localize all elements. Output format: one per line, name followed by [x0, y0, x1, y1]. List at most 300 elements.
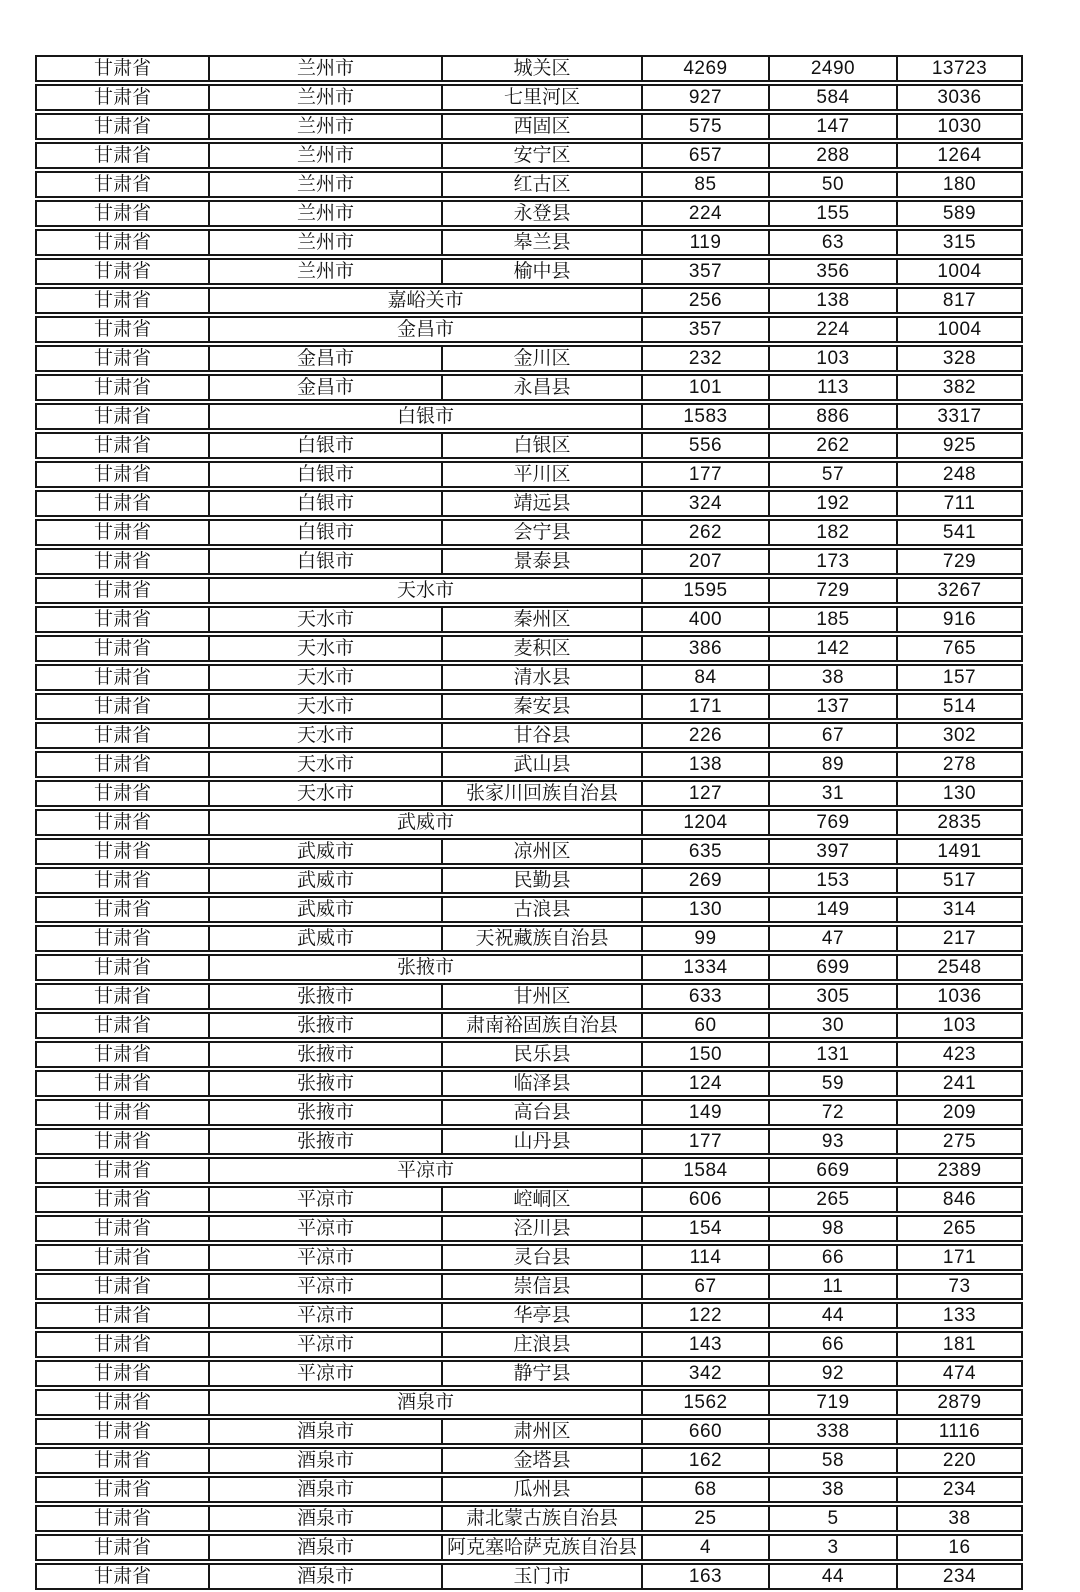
- cell-value-3: 73: [898, 1273, 1023, 1300]
- cell-value-2: 138: [770, 287, 898, 314]
- cell-city: 平凉市: [210, 1186, 443, 1213]
- cell-value-2: 149: [770, 896, 898, 923]
- cell-value-2: 44: [770, 1302, 898, 1329]
- table-row: [35, 1360, 1023, 1387]
- cell-value-1: 1204: [643, 809, 770, 836]
- cell-value-3: 1264: [898, 142, 1023, 169]
- cell-value-3: 729: [898, 548, 1023, 575]
- cell-value-1: 25: [643, 1505, 770, 1532]
- cell-value-2: 886: [770, 403, 898, 430]
- cell-value-1: 927: [643, 84, 770, 111]
- cell-value-1: 1595: [643, 577, 770, 604]
- cell-value-2: 31: [770, 780, 898, 807]
- cell-value-3: 517: [898, 867, 1023, 894]
- cell-value-3: 130: [898, 780, 1023, 807]
- table-row: [35, 1418, 1023, 1445]
- cell-value-2: 89: [770, 751, 898, 778]
- cell-value-3: 234: [898, 1563, 1023, 1590]
- cell-value-1: 177: [643, 1128, 770, 1155]
- cell-province: 甘肃省: [35, 171, 210, 198]
- cell-value-3: 13723: [898, 55, 1023, 82]
- cell-province: 甘肃省: [35, 1302, 210, 1329]
- cell-value-3: 382: [898, 374, 1023, 401]
- table-row: [35, 374, 1023, 401]
- table-row: [35, 1012, 1023, 1039]
- cell-city: 白银市: [210, 432, 443, 459]
- cell-value-1: 633: [643, 983, 770, 1010]
- cell-value-1: 1584: [643, 1157, 770, 1184]
- cell-value-2: 137: [770, 693, 898, 720]
- table-row: [35, 55, 1023, 82]
- cell-district: 景泰县: [443, 548, 643, 575]
- cell-value-1: 1334: [643, 954, 770, 981]
- cell-district: 古浪县: [443, 896, 643, 923]
- cell-province: 甘肃省: [35, 403, 210, 430]
- cell-province: 甘肃省: [35, 1099, 210, 1126]
- table-row: [35, 1041, 1023, 1068]
- cell-value-1: 4269: [643, 55, 770, 82]
- cell-value-1: 150: [643, 1041, 770, 1068]
- cell-city: 张掖市: [210, 1099, 443, 1126]
- cell-province: 甘肃省: [35, 142, 210, 169]
- cell-value-1: 154: [643, 1215, 770, 1242]
- cell-value-1: 124: [643, 1070, 770, 1097]
- cell-value-1: 635: [643, 838, 770, 865]
- cell-district: 平川区: [443, 461, 643, 488]
- cell-value-2: 92: [770, 1360, 898, 1387]
- cell-value-2: 103: [770, 345, 898, 372]
- cell-province: 甘肃省: [35, 983, 210, 1010]
- cell-city: 兰州市: [210, 171, 443, 198]
- cell-district: 甘州区: [443, 983, 643, 1010]
- table-row: [35, 1331, 1023, 1358]
- cell-city: 武威市: [210, 925, 443, 952]
- cell-district: 武山县: [443, 751, 643, 778]
- cell-district: 玉门市: [443, 1563, 643, 1590]
- cell-value-2: 305: [770, 983, 898, 1010]
- cell-city: 天水市: [210, 664, 443, 691]
- cell-district: 甘谷县: [443, 722, 643, 749]
- cell-value-3: 2548: [898, 954, 1023, 981]
- region-statistics-table: [35, 53, 1023, 1592]
- cell-value-2: 44: [770, 1563, 898, 1590]
- cell-value-3: 38: [898, 1505, 1023, 1532]
- cell-city: 天水市: [210, 606, 443, 633]
- cell-value-1: 324: [643, 490, 770, 517]
- cell-city: 兰州市: [210, 142, 443, 169]
- cell-value-2: 66: [770, 1244, 898, 1271]
- cell-value-3: 302: [898, 722, 1023, 749]
- cell-district: 民乐县: [443, 1041, 643, 1068]
- cell-province: 甘肃省: [35, 664, 210, 691]
- cell-value-3: 157: [898, 664, 1023, 691]
- cell-value-2: 155: [770, 200, 898, 227]
- table-row: [35, 200, 1023, 227]
- cell-value-3: 916: [898, 606, 1023, 633]
- cell-value-2: 147: [770, 113, 898, 140]
- cell-city: 天水市: [210, 635, 443, 662]
- cell-value-1: 101: [643, 374, 770, 401]
- cell-value-3: 1004: [898, 258, 1023, 285]
- cell-province: 甘肃省: [35, 548, 210, 575]
- cell-province: 甘肃省: [35, 1563, 210, 1590]
- cell-value-2: 338: [770, 1418, 898, 1445]
- cell-value-2: 131: [770, 1041, 898, 1068]
- table-row: [35, 1099, 1023, 1126]
- cell-value-3: 241: [898, 1070, 1023, 1097]
- cell-value-2: 288: [770, 142, 898, 169]
- cell-value-3: 133: [898, 1302, 1023, 1329]
- cell-city: 兰州市: [210, 55, 443, 82]
- cell-value-2: 224: [770, 316, 898, 343]
- cell-city: 平凉市: [210, 1244, 443, 1271]
- cell-province: 甘肃省: [35, 1505, 210, 1532]
- cell-city: 平凉市: [210, 1331, 443, 1358]
- cell-value-2: 185: [770, 606, 898, 633]
- cell-value-3: 3317: [898, 403, 1023, 430]
- cell-value-3: 103: [898, 1012, 1023, 1039]
- table-row: [35, 1505, 1023, 1532]
- cell-district: 肃南裕固族自治县: [443, 1012, 643, 1039]
- table-body: [35, 55, 1023, 1590]
- cell-value-3: 514: [898, 693, 1023, 720]
- cell-district: 静宁县: [443, 1360, 643, 1387]
- cell-city-total: 天水市: [210, 577, 643, 604]
- cell-province: 甘肃省: [35, 84, 210, 111]
- cell-value-1: 606: [643, 1186, 770, 1213]
- cell-district: 高台县: [443, 1099, 643, 1126]
- cell-value-2: 47: [770, 925, 898, 952]
- cell-district: 麦积区: [443, 635, 643, 662]
- cell-value-1: 556: [643, 432, 770, 459]
- cell-city: 酒泉市: [210, 1418, 443, 1445]
- cell-city: 武威市: [210, 867, 443, 894]
- cell-value-2: 699: [770, 954, 898, 981]
- cell-value-1: 138: [643, 751, 770, 778]
- cell-province: 甘肃省: [35, 722, 210, 749]
- cell-value-2: 38: [770, 1476, 898, 1503]
- cell-district: 靖远县: [443, 490, 643, 517]
- cell-value-1: 177: [643, 461, 770, 488]
- cell-district: 崆峒区: [443, 1186, 643, 1213]
- table-row: [35, 780, 1023, 807]
- cell-value-2: 173: [770, 548, 898, 575]
- cell-province: 甘肃省: [35, 1244, 210, 1271]
- cell-district: 榆中县: [443, 258, 643, 285]
- cell-value-1: 226: [643, 722, 770, 749]
- cell-district: 山丹县: [443, 1128, 643, 1155]
- cell-value-3: 275: [898, 1128, 1023, 1155]
- cell-city: 酒泉市: [210, 1563, 443, 1590]
- cell-district: 庄浪县: [443, 1331, 643, 1358]
- cell-value-1: 85: [643, 171, 770, 198]
- cell-value-2: 182: [770, 519, 898, 546]
- table-row: [35, 287, 1023, 314]
- cell-value-2: 153: [770, 867, 898, 894]
- cell-value-3: 217: [898, 925, 1023, 952]
- cell-value-3: 209: [898, 1099, 1023, 1126]
- cell-district: 瓜州县: [443, 1476, 643, 1503]
- table-row: [35, 84, 1023, 111]
- cell-value-2: 113: [770, 374, 898, 401]
- cell-district: 灵台县: [443, 1244, 643, 1271]
- cell-value-2: 72: [770, 1099, 898, 1126]
- cell-value-1: 149: [643, 1099, 770, 1126]
- cell-province: 甘肃省: [35, 1041, 210, 1068]
- cell-city: 白银市: [210, 461, 443, 488]
- cell-value-3: 180: [898, 171, 1023, 198]
- table-row: [35, 664, 1023, 691]
- cell-province: 甘肃省: [35, 55, 210, 82]
- cell-city-total: 平凉市: [210, 1157, 643, 1184]
- cell-province: 甘肃省: [35, 838, 210, 865]
- cell-province: 甘肃省: [35, 490, 210, 517]
- cell-value-1: 4: [643, 1534, 770, 1561]
- cell-value-1: 99: [643, 925, 770, 952]
- table-row: [35, 1186, 1023, 1213]
- cell-value-2: 192: [770, 490, 898, 517]
- cell-district: 红古区: [443, 171, 643, 198]
- table-row: [35, 345, 1023, 372]
- cell-value-1: 575: [643, 113, 770, 140]
- cell-province: 甘肃省: [35, 1447, 210, 1474]
- table-row: [35, 1447, 1023, 1474]
- cell-value-2: 66: [770, 1331, 898, 1358]
- cell-province: 甘肃省: [35, 1389, 210, 1416]
- cell-district: 肃州区: [443, 1418, 643, 1445]
- cell-district: 金川区: [443, 345, 643, 372]
- cell-value-3: 278: [898, 751, 1023, 778]
- cell-province: 甘肃省: [35, 1418, 210, 1445]
- cell-value-2: 729: [770, 577, 898, 604]
- cell-value-1: 342: [643, 1360, 770, 1387]
- cell-province: 甘肃省: [35, 954, 210, 981]
- cell-value-2: 3: [770, 1534, 898, 1561]
- cell-value-1: 130: [643, 896, 770, 923]
- cell-value-1: 386: [643, 635, 770, 662]
- table-row: [35, 171, 1023, 198]
- cell-district: 民勤县: [443, 867, 643, 894]
- cell-value-2: 669: [770, 1157, 898, 1184]
- cell-province: 甘肃省: [35, 113, 210, 140]
- cell-province: 甘肃省: [35, 229, 210, 256]
- cell-district: 凉州区: [443, 838, 643, 865]
- cell-city-total: 张掖市: [210, 954, 643, 981]
- cell-province: 甘肃省: [35, 693, 210, 720]
- table-row: [35, 113, 1023, 140]
- table-row: [35, 1476, 1023, 1503]
- table-row: [35, 316, 1023, 343]
- table-row: [35, 432, 1023, 459]
- cell-value-2: 63: [770, 229, 898, 256]
- cell-city: 金昌市: [210, 374, 443, 401]
- cell-value-1: 357: [643, 316, 770, 343]
- cell-value-2: 142: [770, 635, 898, 662]
- cell-value-3: 248: [898, 461, 1023, 488]
- cell-province: 甘肃省: [35, 258, 210, 285]
- cell-value-3: 315: [898, 229, 1023, 256]
- cell-city: 平凉市: [210, 1360, 443, 1387]
- table-row: [35, 229, 1023, 256]
- cell-value-2: 11: [770, 1273, 898, 1300]
- cell-value-3: 2389: [898, 1157, 1023, 1184]
- cell-value-2: 719: [770, 1389, 898, 1416]
- cell-value-3: 314: [898, 896, 1023, 923]
- cell-value-3: 1491: [898, 838, 1023, 865]
- table-row: [35, 1273, 1023, 1300]
- cell-value-2: 265: [770, 1186, 898, 1213]
- table-row: [35, 577, 1023, 604]
- cell-value-3: 171: [898, 1244, 1023, 1271]
- table-row: [35, 519, 1023, 546]
- cell-province: 甘肃省: [35, 1331, 210, 1358]
- cell-value-2: 58: [770, 1447, 898, 1474]
- cell-district: 皋兰县: [443, 229, 643, 256]
- cell-city: 酒泉市: [210, 1534, 443, 1561]
- cell-value-3: 16: [898, 1534, 1023, 1561]
- cell-value-2: 356: [770, 258, 898, 285]
- table-row: [35, 809, 1023, 836]
- cell-province: 甘肃省: [35, 432, 210, 459]
- cell-value-1: 657: [643, 142, 770, 169]
- table-row: [35, 490, 1023, 517]
- cell-city: 白银市: [210, 548, 443, 575]
- cell-province: 甘肃省: [35, 577, 210, 604]
- cell-city: 张掖市: [210, 1128, 443, 1155]
- cell-value-2: 67: [770, 722, 898, 749]
- cell-value-3: 328: [898, 345, 1023, 372]
- cell-value-2: 30: [770, 1012, 898, 1039]
- cell-city: 张掖市: [210, 1070, 443, 1097]
- table-row: [35, 751, 1023, 778]
- cell-value-3: 2835: [898, 809, 1023, 836]
- cell-value-2: 59: [770, 1070, 898, 1097]
- cell-city: 张掖市: [210, 1041, 443, 1068]
- cell-city: 酒泉市: [210, 1505, 443, 1532]
- cell-city-total: 嘉峪关市: [210, 287, 643, 314]
- cell-district: 张家川回族自治县: [443, 780, 643, 807]
- cell-city: 兰州市: [210, 113, 443, 140]
- cell-province: 甘肃省: [35, 345, 210, 372]
- cell-city: 张掖市: [210, 1012, 443, 1039]
- cell-value-1: 68: [643, 1476, 770, 1503]
- cell-value-3: 423: [898, 1041, 1023, 1068]
- cell-province: 甘肃省: [35, 867, 210, 894]
- table-row: [35, 954, 1023, 981]
- cell-city: 天水市: [210, 693, 443, 720]
- cell-province: 甘肃省: [35, 751, 210, 778]
- cell-city-total: 酒泉市: [210, 1389, 643, 1416]
- cell-value-3: 220: [898, 1447, 1023, 1474]
- cell-province: 甘肃省: [35, 635, 210, 662]
- cell-value-3: 474: [898, 1360, 1023, 1387]
- cell-value-3: 589: [898, 200, 1023, 227]
- cell-value-2: 2490: [770, 55, 898, 82]
- cell-value-1: 269: [643, 867, 770, 894]
- cell-value-2: 93: [770, 1128, 898, 1155]
- cell-value-3: 765: [898, 635, 1023, 662]
- table-row: [35, 1215, 1023, 1242]
- cell-district: 城关区: [443, 55, 643, 82]
- cell-province: 甘肃省: [35, 1273, 210, 1300]
- cell-value-1: 163: [643, 1563, 770, 1590]
- cell-province: 甘肃省: [35, 519, 210, 546]
- table-row: [35, 1244, 1023, 1271]
- cell-value-1: 660: [643, 1418, 770, 1445]
- cell-value-3: 234: [898, 1476, 1023, 1503]
- cell-district: 七里河区: [443, 84, 643, 111]
- cell-value-1: 143: [643, 1331, 770, 1358]
- cell-city: 平凉市: [210, 1273, 443, 1300]
- cell-city: 兰州市: [210, 229, 443, 256]
- cell-city: 白银市: [210, 490, 443, 517]
- cell-province: 甘肃省: [35, 1012, 210, 1039]
- cell-district: 天祝藏族自治县: [443, 925, 643, 952]
- table-row: [35, 722, 1023, 749]
- table-row: [35, 548, 1023, 575]
- cell-district: 金塔县: [443, 1447, 643, 1474]
- cell-value-3: 817: [898, 287, 1023, 314]
- cell-city: 酒泉市: [210, 1447, 443, 1474]
- cell-city: 张掖市: [210, 983, 443, 1010]
- cell-value-2: 769: [770, 809, 898, 836]
- table-row: [35, 693, 1023, 720]
- cell-district: 秦州区: [443, 606, 643, 633]
- cell-value-1: 262: [643, 519, 770, 546]
- table-row: [35, 1070, 1023, 1097]
- cell-value-1: 232: [643, 345, 770, 372]
- cell-province: 甘肃省: [35, 1186, 210, 1213]
- cell-district: 华亭县: [443, 1302, 643, 1329]
- cell-value-3: 2879: [898, 1389, 1023, 1416]
- cell-value-1: 171: [643, 693, 770, 720]
- cell-value-3: 181: [898, 1331, 1023, 1358]
- cell-district: 清水县: [443, 664, 643, 691]
- table-row: [35, 142, 1023, 169]
- cell-city: 金昌市: [210, 345, 443, 372]
- cell-value-1: 114: [643, 1244, 770, 1271]
- cell-district: 会宁县: [443, 519, 643, 546]
- table-row: [35, 461, 1023, 488]
- cell-province: 甘肃省: [35, 461, 210, 488]
- cell-value-1: 84: [643, 664, 770, 691]
- cell-value-3: 846: [898, 1186, 1023, 1213]
- cell-value-3: 711: [898, 490, 1023, 517]
- cell-province: 甘肃省: [35, 316, 210, 343]
- cell-city: 酒泉市: [210, 1476, 443, 1503]
- cell-value-3: 1030: [898, 113, 1023, 140]
- cell-value-3: 1116: [898, 1418, 1023, 1445]
- cell-value-1: 224: [643, 200, 770, 227]
- cell-district: 白银区: [443, 432, 643, 459]
- cell-province: 甘肃省: [35, 287, 210, 314]
- cell-city: 白银市: [210, 519, 443, 546]
- cell-value-2: 38: [770, 664, 898, 691]
- cell-city: 兰州市: [210, 200, 443, 227]
- table-row: [35, 1534, 1023, 1561]
- cell-value-2: 98: [770, 1215, 898, 1242]
- cell-district: 永登县: [443, 200, 643, 227]
- cell-value-3: 541: [898, 519, 1023, 546]
- cell-value-1: 256: [643, 287, 770, 314]
- cell-province: 甘肃省: [35, 374, 210, 401]
- cell-value-3: 3036: [898, 84, 1023, 111]
- cell-city-total: 白银市: [210, 403, 643, 430]
- cell-province: 甘肃省: [35, 1215, 210, 1242]
- cell-city-total: 金昌市: [210, 316, 643, 343]
- cell-city: 武威市: [210, 838, 443, 865]
- table-row: [35, 1563, 1023, 1590]
